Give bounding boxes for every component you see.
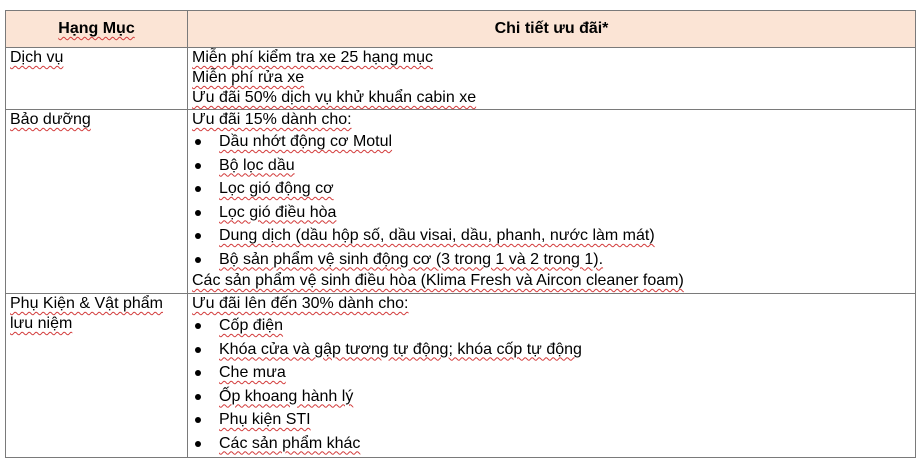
row-category: Bảo dưỡng [6, 110, 188, 294]
row-category: Phụ Kiện & Vật phẩm lưu niệm [6, 294, 188, 458]
row-detail [188, 110, 916, 294]
list-item: Lọc gió điều hòa [192, 201, 911, 225]
bullet-list [192, 130, 911, 271]
table-row [6, 294, 916, 458]
list-item: Phụ kiện STI [192, 408, 911, 432]
bullet-list [192, 314, 911, 455]
list-item: Che mưa [192, 361, 911, 385]
header-category: Hạng Mục [6, 11, 188, 48]
table-row [6, 110, 916, 294]
row-category: Dịch vụ [6, 48, 188, 110]
list-item: Bộ lọc dầu [192, 154, 911, 178]
header-detail: Chi tiết ưu đãi* [188, 11, 916, 48]
header-row [6, 11, 916, 48]
list-item: Ốp khoang hành lý [192, 385, 911, 409]
detail-line: Các sản phẩm vệ sinh điều hòa (Klima Fresh và Aircon cleaner foam) [192, 272, 684, 289]
list-item: Cốp điện [192, 314, 911, 338]
list-item: Khóa cửa và gập tương tự động; khóa cốp tự động [192, 338, 911, 362]
row-detail [188, 48, 916, 110]
detail-line: Ưu đãi lên đến 30% dành cho: [192, 295, 409, 312]
promo-table [5, 10, 916, 458]
detail-line: Ưu đãi 15% dành cho: [192, 111, 352, 128]
detail-line: Miễn phí rửa xe [192, 69, 305, 86]
list-item: Dung dịch (dầu hộp số, dầu visai, dầu, phanh, nước làm mát) [192, 224, 911, 248]
list-item: Lọc gió động cơ [192, 177, 911, 201]
list-item: Các sản phẩm khác [192, 432, 911, 456]
list-item: Bộ sản phẩm vệ sinh động cơ (3 trong 1 và 2 trong 1). [192, 248, 911, 272]
table-row [6, 48, 916, 110]
list-item: Dầu nhớt động cơ Motul [192, 130, 911, 154]
detail-line: Miễn phí kiểm tra xe 25 hạng mục [192, 49, 434, 66]
row-detail [188, 294, 916, 458]
detail-line: Ưu đãi 50% dịch vụ khử khuẩn cabin xe [192, 89, 477, 106]
